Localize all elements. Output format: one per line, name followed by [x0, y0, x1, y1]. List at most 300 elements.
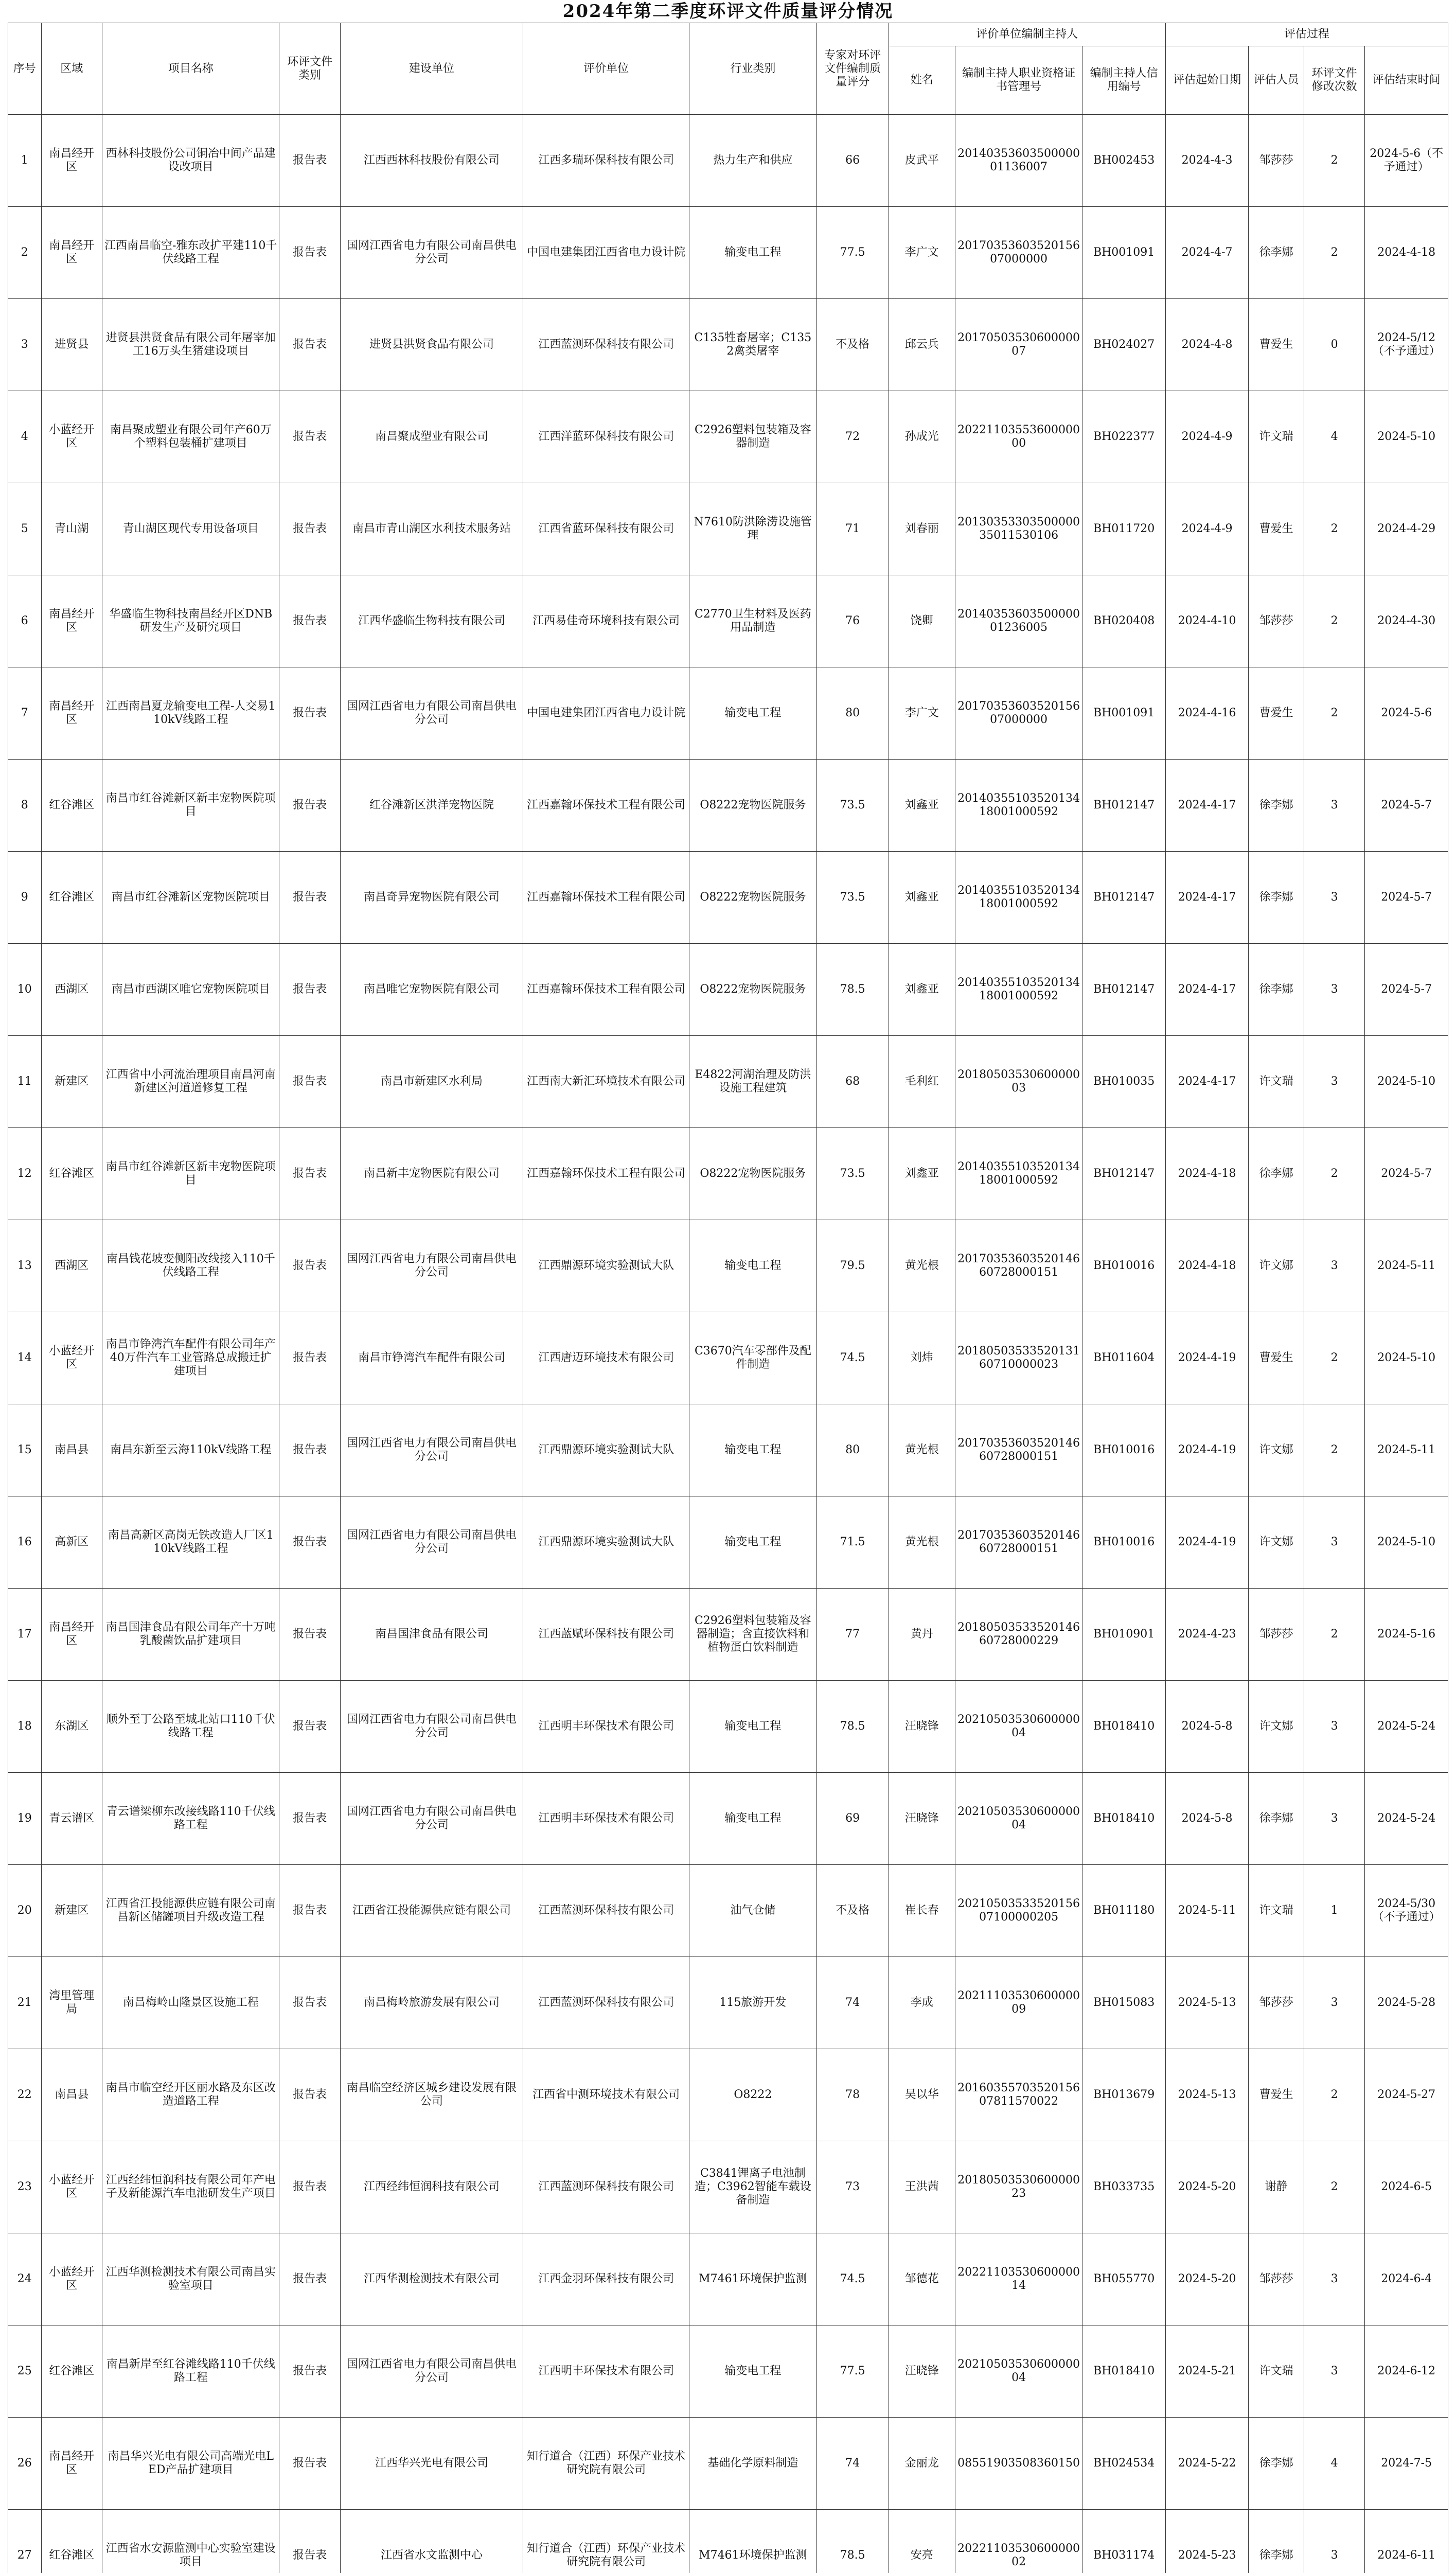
cell-district: 高新区: [41, 1496, 102, 1589]
cell-revisions: 2: [1304, 1128, 1364, 1220]
cell-start: 2024-5-20: [1165, 2141, 1248, 2233]
cell-category: O8222宠物医院服务: [689, 760, 817, 852]
cell-credit: BH011720: [1082, 483, 1165, 575]
cell-builder: 进贤县洪贤食品有限公司: [340, 299, 523, 391]
cell-evaluator: 谢静: [1249, 2141, 1304, 2233]
cell-project: 青山湖区现代专用设备项目: [102, 483, 279, 575]
cell-project: 江西华测检测技术有限公司南昌实验室项目: [102, 2233, 279, 2325]
cell-seq: 4: [8, 391, 42, 483]
cell-name: 汪晓锋: [889, 1681, 955, 1773]
cell-seq: 8: [8, 760, 42, 852]
cell-seq: 6: [8, 575, 42, 667]
cell-builder: 国网江西省电力有限公司南昌供电分公司: [340, 1220, 523, 1312]
cell-category: E4822河湖治理及防洪设施工程建筑: [689, 1036, 817, 1128]
cell-start: 2024-4-10: [1165, 575, 1248, 667]
cell-name: 李广文: [889, 207, 955, 299]
cell-score: 73.5: [816, 852, 889, 944]
cell-agency: 江西嘉翰环保技术工程有限公司: [523, 944, 689, 1036]
cell-credit: BH012147: [1082, 852, 1165, 944]
cell-start: 2024-4-8: [1165, 299, 1248, 391]
cell-cert: 08551903508360150: [955, 2418, 1082, 2510]
cell-cert: 2017035360352015607000000: [955, 667, 1082, 760]
cell-agency: 江西易佳奇环境科技有限公司: [523, 575, 689, 667]
cell-end: 2024-6-11: [1365, 2510, 1448, 2573]
table-row: [8, 1404, 1448, 1496]
cell-agency: 江西鼎源环境实验测试大队: [523, 1496, 689, 1589]
cell-end: 2024-5-10: [1365, 1312, 1448, 1404]
cell-score: 76: [816, 575, 889, 667]
cell-project: 南昌市红谷滩新区新丰宠物医院项目: [102, 760, 279, 852]
cell-credit: BH022377: [1082, 391, 1165, 483]
cell-end: 2024-5-7: [1365, 760, 1448, 852]
cell-agency: 江西鼎源环境实验测试大队: [523, 1220, 689, 1312]
header-agency: 评价单位: [523, 23, 689, 115]
cell-name: 皮武平: [889, 115, 955, 207]
cell-category: C3670汽车零部件及配件制造: [689, 1312, 817, 1404]
cell-cert: 2014035360350000001236005: [955, 575, 1082, 667]
cell-project: 青云谱梁柳东改接线路110千伏线路工程: [102, 1773, 279, 1865]
cell-project: 南昌新岸至红谷滩线路110千伏线路工程: [102, 2325, 279, 2418]
cell-cert: 2014035360350000001136007: [955, 115, 1082, 207]
cell-district: 红谷滩区: [41, 760, 102, 852]
cell-score: 74: [816, 2418, 889, 2510]
cell-doc-type: 报告表: [279, 1681, 340, 1773]
cell-seq: 1: [8, 115, 42, 207]
cell-district: 南昌经开区: [41, 115, 102, 207]
cell-category: 输变电工程: [689, 667, 817, 760]
cell-cert: 2018050353060000023: [955, 2141, 1082, 2233]
cell-seq: 2: [8, 207, 42, 299]
cell-builder: 江西华测检测技术有限公司: [340, 2233, 523, 2325]
header-builder: 建设单位: [340, 23, 523, 115]
cell-revisions: 0: [1304, 299, 1364, 391]
cell-name: 安亮: [889, 2510, 955, 2573]
cell-start: 2024-4-9: [1165, 391, 1248, 483]
cell-revisions: 2: [1304, 483, 1364, 575]
cell-district: 小蓝经开区: [41, 2233, 102, 2325]
cell-evaluator: 徐李娜: [1249, 760, 1304, 852]
cell-doc-type: 报告表: [279, 1312, 340, 1404]
cell-agency: 江西嘉翰环保技术工程有限公司: [523, 852, 689, 944]
cell-start: 2024-4-17: [1165, 944, 1248, 1036]
table-row: [8, 575, 1448, 667]
cell-score: 68: [816, 1036, 889, 1128]
cell-cert: 2014035510352013418001000592: [955, 944, 1082, 1036]
cell-score: 77: [816, 1589, 889, 1681]
cell-evaluator: 许文娜: [1249, 1220, 1304, 1312]
cell-end: 2024-5-24: [1365, 1681, 1448, 1773]
cell-district: 南昌经开区: [41, 1589, 102, 1681]
cell-revisions: 4: [1304, 391, 1364, 483]
cell-seq: 16: [8, 1496, 42, 1589]
cell-doc-type: 报告表: [279, 944, 340, 1036]
cell-district: 小蓝经开区: [41, 391, 102, 483]
cell-cert: 2018050353352014660728000229: [955, 1589, 1082, 1681]
cell-credit: BH031174: [1082, 2510, 1165, 2573]
cell-cert: 2022110355360000000: [955, 391, 1082, 483]
cell-category: C2926塑料包装箱及容器制造；含直接饮料和植物蛋白饮料制造: [689, 1589, 817, 1681]
cell-district: 青云谱区: [41, 1773, 102, 1865]
table-row: [8, 115, 1448, 207]
cell-revisions: 3: [1304, 1681, 1364, 1773]
cell-project: 江西南昌临空-雅东改扩平建110千伏线路工程: [102, 207, 279, 299]
cell-cert: 2014035510352013418001000592: [955, 852, 1082, 944]
cell-score: 77.5: [816, 207, 889, 299]
cell-category: M7461环境保护监测: [689, 2233, 817, 2325]
cell-builder: 南昌梅岭旅游发展有限公司: [340, 1957, 523, 2049]
cell-revisions: 2: [1304, 575, 1364, 667]
cell-end: 2024-6-4: [1365, 2233, 1448, 2325]
cell-name: 黄光根: [889, 1496, 955, 1589]
cell-cert: 2021050353060000004: [955, 1773, 1082, 1865]
cell-name: 刘炜: [889, 1312, 955, 1404]
cell-category: 输变电工程: [689, 1496, 817, 1589]
header-group-process: 评估过程: [1165, 23, 1448, 46]
cell-name: 黄光根: [889, 1220, 955, 1312]
cell-name: 汪晓锋: [889, 2325, 955, 2418]
cell-score: 78.5: [816, 944, 889, 1036]
cell-seq: 25: [8, 2325, 42, 2418]
cell-builder: 红谷滩新区洪洋宠物医院: [340, 760, 523, 852]
cell-doc-type: 报告表: [279, 2418, 340, 2510]
cell-score: 71.5: [816, 1496, 889, 1589]
cell-score: 不及格: [816, 299, 889, 391]
cell-doc-type: 报告表: [279, 1128, 340, 1220]
cell-start: 2024-4-17: [1165, 852, 1248, 944]
cell-name: 毛利红: [889, 1036, 955, 1128]
header-revisions: 环评文件修改次数: [1304, 46, 1364, 115]
cell-seq: 15: [8, 1404, 42, 1496]
cell-doc-type: 报告表: [279, 2141, 340, 2233]
cell-evaluator: 邹莎莎: [1249, 1957, 1304, 2049]
cell-doc-type: 报告表: [279, 1036, 340, 1128]
cell-district: 新建区: [41, 1865, 102, 1957]
cell-agency: 江西多瑞环保科技有限公司: [523, 115, 689, 207]
cell-seq: 7: [8, 667, 42, 760]
cell-district: 西湖区: [41, 944, 102, 1036]
cell-end: 2024-5-6: [1365, 667, 1448, 760]
table-row: [8, 2418, 1448, 2510]
cell-agency: 江西金羽环保科技有限公司: [523, 2233, 689, 2325]
cell-credit: BH012147: [1082, 760, 1165, 852]
table-row: [8, 1773, 1448, 1865]
cell-revisions: 3: [1304, 2325, 1364, 2418]
cell-builder: 南昌国津食品有限公司: [340, 1589, 523, 1681]
header-score: 专家对环评文件编制质量评分: [816, 23, 889, 115]
cell-score: 73.5: [816, 760, 889, 852]
cell-start: 2024-5-22: [1165, 2418, 1248, 2510]
cell-name: 黄丹: [889, 1589, 955, 1681]
cell-category: 基础化学原料制造: [689, 2418, 817, 2510]
cell-seq: 19: [8, 1773, 42, 1865]
cell-evaluator: 邹莎莎: [1249, 575, 1304, 667]
cell-score: 78.5: [816, 2510, 889, 2573]
cell-revisions: 2: [1304, 207, 1364, 299]
cell-end: 2024-5/12（不予通过）: [1365, 299, 1448, 391]
cell-start: 2024-5-20: [1165, 2233, 1248, 2325]
page-title: 2024年第二季度环评文件质量评分情况: [562, 1, 894, 22]
cell-district: 小蓝经开区: [41, 1312, 102, 1404]
cell-builder: 南昌市新建区水利局: [340, 1036, 523, 1128]
cell-doc-type: 报告表: [279, 1865, 340, 1957]
cell-score: 78: [816, 2049, 889, 2141]
cell-project: 南昌国津食品有限公司年产十万吨乳酸菌饮品扩建项目: [102, 1589, 279, 1681]
cell-revisions: 2: [1304, 115, 1364, 207]
cell-builder: 南昌奇异宠物医院有限公司: [340, 852, 523, 944]
cell-cert: 2021050353060000004: [955, 2325, 1082, 2418]
cell-category: 输变电工程: [689, 207, 817, 299]
cell-score: 77.5: [816, 2325, 889, 2418]
cell-revisions: 3: [1304, 944, 1364, 1036]
cell-credit: BH001091: [1082, 667, 1165, 760]
cell-project: 进贤县洪贤食品有限公司年屠宰加工16万头生猪建设项目: [102, 299, 279, 391]
cell-evaluator: 许文瑞: [1249, 1865, 1304, 1957]
cell-doc-type: 报告表: [279, 667, 340, 760]
cell-agency: 知行道合（江西）环保产业技术研究院有限公司: [523, 2418, 689, 2510]
cell-builder: 南昌新丰宠物医院有限公司: [340, 1128, 523, 1220]
score-table: [8, 23, 1448, 2573]
cell-start: 2024-4-3: [1165, 115, 1248, 207]
cell-cert: 2018050353352013160710000023: [955, 1312, 1082, 1404]
cell-project: 南昌市红谷滩新区新丰宠物医院项目: [102, 1128, 279, 1220]
cell-score: 71: [816, 483, 889, 575]
table-row: [8, 1957, 1448, 2049]
cell-end: 2024-6-12: [1365, 2325, 1448, 2418]
cell-category: O8222宠物医院服务: [689, 944, 817, 1036]
cell-start: 2024-4-19: [1165, 1312, 1248, 1404]
cell-cert: 2017035360352014660728000151: [955, 1496, 1082, 1589]
cell-credit: BH015083: [1082, 1957, 1165, 2049]
cell-credit: BH055770: [1082, 2233, 1165, 2325]
cell-agency: 江西蓝测环保科技有限公司: [523, 1865, 689, 1957]
header-end: 评估结束时间: [1365, 46, 1448, 115]
cell-category: 油气仓储: [689, 1865, 817, 1957]
cell-seq: 22: [8, 2049, 42, 2141]
cell-end: 2024-5-10: [1365, 391, 1448, 483]
cell-credit: BH012147: [1082, 944, 1165, 1036]
cell-seq: 10: [8, 944, 42, 1036]
cell-start: 2024-4-16: [1165, 667, 1248, 760]
cell-builder: 国网江西省电力有限公司南昌供电分公司: [340, 1496, 523, 1589]
cell-seq: 17: [8, 1589, 42, 1681]
cell-district: 南昌经开区: [41, 207, 102, 299]
cell-evaluator: 曹爱生: [1249, 299, 1304, 391]
cell-seq: 11: [8, 1036, 42, 1128]
cell-credit: BH010901: [1082, 1589, 1165, 1681]
cell-agency: 江西嘉翰环保技术工程有限公司: [523, 760, 689, 852]
cell-credit: BH002453: [1082, 115, 1165, 207]
cell-end: 2024-5-16: [1365, 1589, 1448, 1681]
cell-builder: 南昌市铮湾汽车配件有限公司: [340, 1312, 523, 1404]
cell-builder: 江西省水文监测中心: [340, 2510, 523, 2573]
cell-cert: 2017035360352014660728000151: [955, 1404, 1082, 1496]
cell-score: 72: [816, 391, 889, 483]
cell-start: 2024-4-18: [1165, 1128, 1248, 1220]
header-cert: 编制主持人职业资格证书管理号: [955, 46, 1082, 115]
cell-doc-type: 报告表: [279, 483, 340, 575]
cell-seq: 26: [8, 2418, 42, 2510]
cell-score: 69: [816, 1773, 889, 1865]
cell-end: 2024-5-7: [1365, 1128, 1448, 1220]
cell-agency: 江西南大新汇环境技术有限公司: [523, 1036, 689, 1128]
cell-start: 2024-5-23: [1165, 2510, 1248, 2573]
cell-score: 73: [816, 2141, 889, 2233]
cell-builder: 江西省江投能源供应链有限公司: [340, 1865, 523, 1957]
cell-name: 刘鑫亚: [889, 760, 955, 852]
header-credit: 编制主持人信用编号: [1082, 46, 1165, 115]
cell-cert: 2021110353060000009: [955, 1957, 1082, 2049]
cell-agency: 江西蓝测环保科技有限公司: [523, 299, 689, 391]
cell-agency: 中国电建集团江西省电力设计院: [523, 667, 689, 760]
cell-start: 2024-4-19: [1165, 1404, 1248, 1496]
cell-district: 南昌经开区: [41, 2418, 102, 2510]
cell-category: 输变电工程: [689, 2325, 817, 2418]
cell-start: 2024-5-8: [1165, 1773, 1248, 1865]
header-district: 区域: [41, 23, 102, 115]
cell-agency: 江西蓝赋环保科技有限公司: [523, 1589, 689, 1681]
cell-seq: 13: [8, 1220, 42, 1312]
cell-end: 2024-7-5: [1365, 2418, 1448, 2510]
cell-builder: 江西西林科技股份有限公司: [340, 115, 523, 207]
cell-project: 南昌聚成塑业有限公司年产60万个塑料包装桶扩建项目: [102, 391, 279, 483]
cell-category: 115旅游开发: [689, 1957, 817, 2049]
cell-name: 吴以华: [889, 2049, 955, 2141]
cell-agency: 江西唐迈环境技术有限公司: [523, 1312, 689, 1404]
cell-project: 南昌市临空经开区丽水路及东区改造道路工程: [102, 2049, 279, 2141]
cell-evaluator: 邹莎莎: [1249, 1589, 1304, 1681]
cell-builder: 南昌市青山湖区水利技术服务站: [340, 483, 523, 575]
cell-end: 2024-4-30: [1365, 575, 1448, 667]
cell-builder: 江西华兴光电有限公司: [340, 2418, 523, 2510]
cell-doc-type: 报告表: [279, 2510, 340, 2573]
header-group-compiler: 评价单位编制主持人: [889, 23, 1165, 46]
table-row: [8, 391, 1448, 483]
cell-score: 73.5: [816, 1128, 889, 1220]
cell-builder: 南昌唯它宠物医院有限公司: [340, 944, 523, 1036]
cell-start: 2024-4-23: [1165, 1589, 1248, 1681]
cell-doc-type: 报告表: [279, 852, 340, 944]
cell-project: 江西省水安源监测中心实验室建设项目: [102, 2510, 279, 2573]
cell-builder: 国网江西省电力有限公司南昌供电分公司: [340, 1681, 523, 1773]
cell-district: 青山湖: [41, 483, 102, 575]
header-evaluator: 评估人员: [1249, 46, 1304, 115]
cell-credit: BH020408: [1082, 575, 1165, 667]
cell-seq: 20: [8, 1865, 42, 1957]
cell-agency: 江西明丰环保技术有限公司: [523, 1773, 689, 1865]
cell-district: 西湖区: [41, 1220, 102, 1312]
cell-revisions: 3: [1304, 1220, 1364, 1312]
cell-credit: BH024027: [1082, 299, 1165, 391]
cell-revisions: 2: [1304, 1589, 1364, 1681]
cell-seq: 23: [8, 2141, 42, 2233]
cell-end: 2024-5-27: [1365, 2049, 1448, 2141]
cell-district: 南昌县: [41, 1404, 102, 1496]
cell-seq: 18: [8, 1681, 42, 1773]
table-row: [8, 760, 1448, 852]
cell-agency: 知行道合（江西）环保产业技术研究院有限公司: [523, 2510, 689, 2573]
cell-category: N7610防洪除涝设施管理: [689, 483, 817, 575]
cell-credit: BH013679: [1082, 2049, 1165, 2141]
table-row: [8, 207, 1448, 299]
cell-cert: 2014035510352013418001000592: [955, 760, 1082, 852]
cell-score: 80: [816, 1404, 889, 1496]
cell-doc-type: 报告表: [279, 2233, 340, 2325]
cell-project: 南昌华兴光电有限公司高端光电LED产品扩建项目: [102, 2418, 279, 2510]
cell-category: 输变电工程: [689, 1681, 817, 1773]
cell-revisions: 2: [1304, 2049, 1364, 2141]
cell-doc-type: 报告表: [279, 2049, 340, 2141]
cell-category: C3841锂离子电池制造；C3962智能车载设备制造: [689, 2141, 817, 2233]
cell-evaluator: 曹爱生: [1249, 2049, 1304, 2141]
cell-doc-type: 报告表: [279, 1957, 340, 2049]
cell-credit: BH018410: [1082, 1681, 1165, 1773]
cell-cert: 2022110353060000014: [955, 2233, 1082, 2325]
cell-revisions: 3: [1304, 1496, 1364, 1589]
cell-seq: 5: [8, 483, 42, 575]
cell-cert: 2017035360352014660728000151: [955, 1220, 1082, 1312]
cell-evaluator: 徐李娜: [1249, 207, 1304, 299]
cell-name: 李广文: [889, 667, 955, 760]
cell-start: 2024-5-13: [1165, 1957, 1248, 2049]
cell-project: 南昌东新至云海110kV线路工程: [102, 1404, 279, 1496]
cell-start: 2024-5-13: [1165, 2049, 1248, 2141]
cell-agency: 江西明丰环保技术有限公司: [523, 1681, 689, 1773]
cell-district: 湾里管理局: [41, 1957, 102, 2049]
cell-doc-type: 报告表: [279, 207, 340, 299]
cell-doc-type: 报告表: [279, 391, 340, 483]
cell-builder: 南昌临空经济区城乡建设发展有限公司: [340, 2049, 523, 2141]
cell-score: 78.5: [816, 1681, 889, 1773]
cell-name: 邹德花: [889, 2233, 955, 2325]
cell-name: 王洪茜: [889, 2141, 955, 2233]
cell-seq: 14: [8, 1312, 42, 1404]
cell-doc-type: 报告表: [279, 1589, 340, 1681]
cell-end: 2024-5-11: [1365, 1404, 1448, 1496]
cell-builder: 国网江西省电力有限公司南昌供电分公司: [340, 667, 523, 760]
cell-end: 2024-5-7: [1365, 944, 1448, 1036]
table-row: [8, 483, 1448, 575]
cell-score: 66: [816, 115, 889, 207]
cell-credit: BH012147: [1082, 1128, 1165, 1220]
cell-seq: 12: [8, 1128, 42, 1220]
cell-name: 李成: [889, 1957, 955, 2049]
cell-project: 南昌梅岭山隆景区设施工程: [102, 1957, 279, 2049]
cell-credit: BH010016: [1082, 1404, 1165, 1496]
cell-agency: 江西蓝测环保科技有限公司: [523, 1957, 689, 2049]
cell-agency: 中国电建集团江西省电力设计院: [523, 207, 689, 299]
cell-score: 80: [816, 667, 889, 760]
cell-evaluator: 邹莎莎: [1249, 2233, 1304, 2325]
cell-evaluator: 许文娜: [1249, 1681, 1304, 1773]
cell-name: 孙成光: [889, 391, 955, 483]
cell-evaluator: 许文瑞: [1249, 2325, 1304, 2418]
cell-revisions: 3: [1304, 1773, 1364, 1865]
cell-category: 输变电工程: [689, 1220, 817, 1312]
cell-agency: 江西明丰环保技术有限公司: [523, 2325, 689, 2418]
cell-evaluator: 徐李娜: [1249, 944, 1304, 1036]
cell-district: 南昌经开区: [41, 575, 102, 667]
cell-seq: 27: [8, 2510, 42, 2573]
cell-cert: 2013035330350000035011530106: [955, 483, 1082, 575]
cell-district: 东湖区: [41, 1681, 102, 1773]
cell-credit: BH010035: [1082, 1036, 1165, 1128]
cell-credit: BH010016: [1082, 1496, 1165, 1589]
cell-start: 2024-4-17: [1165, 1036, 1248, 1128]
cell-score: 74.5: [816, 1312, 889, 1404]
cell-revisions: 2: [1304, 1312, 1364, 1404]
table-row: [8, 1865, 1448, 1957]
cell-doc-type: 报告表: [279, 1496, 340, 1589]
